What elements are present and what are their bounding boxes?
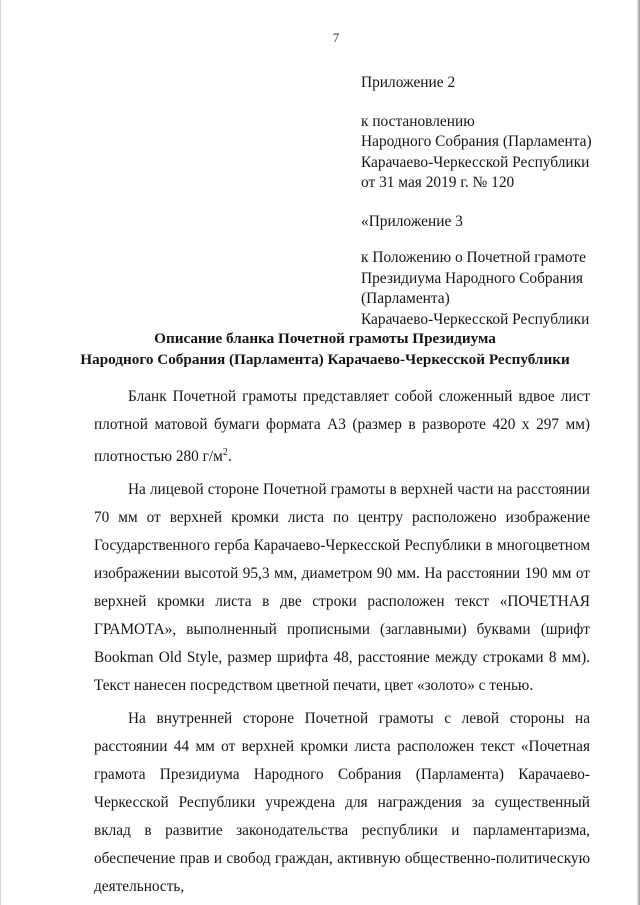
- annex-sub-line: Карачаево-Черкесской Республики: [361, 310, 590, 328]
- paragraph-1-text: Бланк Почетной грамоты представляет собой сложенный вдвое лист плотной матовой бумаги формата А3 (размер в развороте 420 х 297 мм) плотностью 280 г/м: [94, 388, 590, 466]
- annex-ref-line: Карачаево-Черкесской Республики: [361, 153, 590, 171]
- paragraph-2: На лицевой стороне Почетной грамоты в верхней части на расстоянии 70 мм от верхней кромки листа по центру расположено изображение Государственного герба Карачаево-Черкесской Республики в многоцветном изображении высотой 95,3 мм, диаметром 90 мм. На расстоянии 190 мм от верхней кромки листа в две строки расположен текст «ПОЧЕТНАЯ ГРАМОТА», выполненный прописными (заглавными) буквами (шрифт Bookman Old Style, размер шрифта 48, расстояние между строками 8 мм). Текст нанесен посредством цветной печати, цвет «золото» с тенью.: [94, 481, 590, 695]
- superscript: 2: [222, 447, 228, 458]
- annex-sub-line: Президиума Народного Собрания: [361, 269, 584, 287]
- heading-line: Народного Собрания (Парламента) Карачаево-Черкесской Республики: [80, 351, 570, 368]
- annex-block: [361, 73, 592, 330]
- annex-title: Приложение 2: [361, 74, 456, 91]
- annex-ref-line: к постановлению: [361, 112, 475, 130]
- heading-line: Описание бланка Почетной грамоты Президиума: [154, 330, 496, 347]
- annex-sub-line: (Парламента): [361, 290, 450, 307]
- annex-ref-line: от 31 мая 2019 г. № 120: [361, 174, 515, 191]
- scan-edge-left: [0, 0, 1, 905]
- annex-sub-title: «Приложение 3: [361, 212, 463, 230]
- paragraph-1: [94, 383, 590, 471]
- page-number: 7: [332, 30, 340, 45]
- document-heading: [60, 328, 590, 370]
- paragraph-1-end: .: [227, 448, 232, 466]
- paragraph-3: На внутренней стороне Почетной грамоты с левой стороны на расстоянии 44 мм от верхней кромки листа расположен текст «Почетная грамота Президиума Народного Собрания (Парламента) Карачаево-Черкесской Республики учреждена для награждения за существенный вклад в развитие законодательства республики и парламентаризма, обеспечение прав и свобод граждан, активную общественно-политическую деятельность,: [94, 710, 590, 896]
- body-text: [94, 383, 590, 901]
- annex-ref-line: Народного Собрания (Парламента): [361, 133, 592, 150]
- annex-sub-line: к Положению о Почетной грамоте: [361, 249, 586, 266]
